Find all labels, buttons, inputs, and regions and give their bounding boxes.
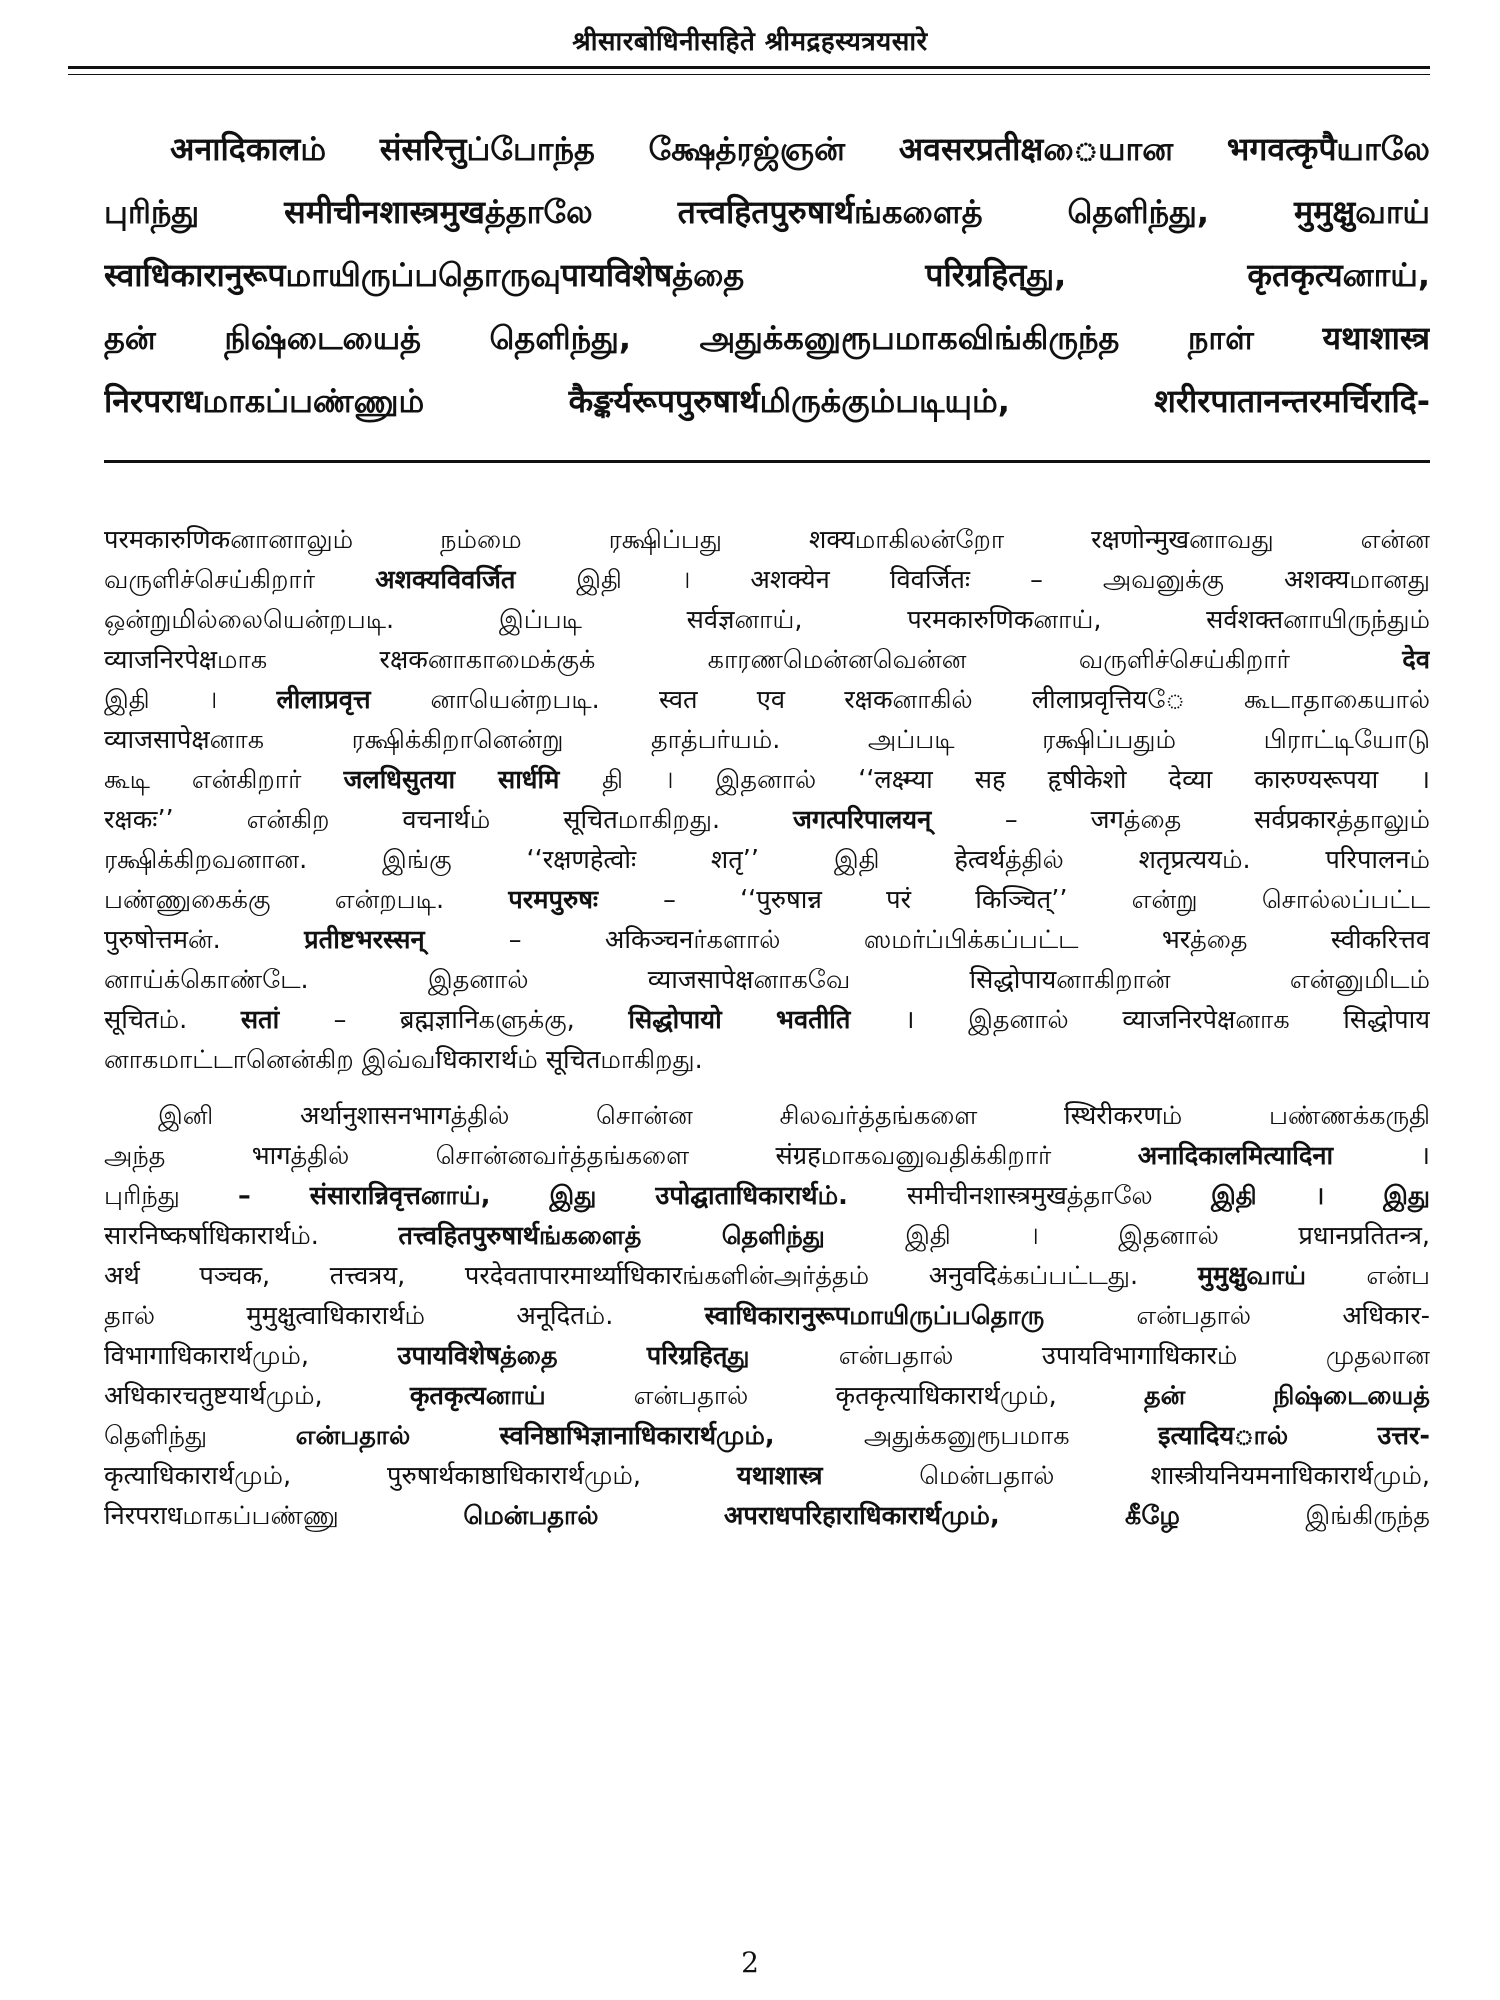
commentary-line: निरपराधமாகப்பண்ணு மென்பதால் अपराधपरिहाराधिकारार्थமும், கீழே இங்கிருந்த <box>104 1501 1430 1531</box>
lemma-text: प्रतीष्टभरस्सन् <box>304 925 509 955</box>
mula-line: निरपराधமாகப்பண்ணும் कैङ्कर्यरूपपुरुषार्थமிருக்கும்படியும், शरीरपातानन्तरमर्चिरादि- <box>104 382 1430 420</box>
commentary-line: परमकारुणिकனானாலும் நம்மை ரக்ஷிப்பது शक्यமாகிலன்றோ रक्षणोन्मुखனாவது என்ன <box>104 525 1430 555</box>
commentary-line: व्याजसापेक्षனாக ரக்ஷிக்கிறானென்று தாத்பர்யம். அப்படி ரக்ஷிப்பதும் பிராட்டியோடு <box>104 725 1430 755</box>
commentary-line: ரக்ஷிக்கிறவனான. இங்கு ‘‘रक्षणहेत्वोः शतृ’’ இதி हेत्वर्थத்தில் शतृप्रत्ययம். परिपालनம் <box>104 845 1430 875</box>
lemma-text: तत्त्वहितपुरुषार्थங்களைத் தெளிந்து <box>398 1221 906 1251</box>
lemma-text: என்பதால் स्वनिष्ठाभिज्ञानाधिकारार्थமும், <box>295 1421 864 1451</box>
lemma-text: स्वाधिकारानुरूपமாயிருப்பதொரு <box>704 1301 1137 1331</box>
lemma-text: जलधिसुतया सार्धमि <box>343 765 603 795</box>
commentary-line: கூடி என்கிறார் जलधिसुतया सार्धमि தி । இதனால் ‘‘लक्ष्म्या सह हृषीकेशो देव्या कारुण्यरूपया । <box>104 765 1430 795</box>
lemma-text: देव <box>1402 645 1430 675</box>
commentary-line: தெளிந்து என்பதால் स्वनिष्ठाभिज्ञानाधिकारार्थமும், அதுக்கனுரூபமாக इत्यादियால் उत्तर- <box>104 1421 1430 1451</box>
commentary-line: பண்ணுகைக்கு என்றபடி. परमपुरुषः – ‘‘पुरुषान्न परं किञ्चित्’’ என்று சொல்லப்பட்ட <box>104 885 1430 915</box>
lemma-text: अशक्यविवर्जित <box>375 565 577 595</box>
lemma-text: सतां <box>240 1005 334 1035</box>
lemma-text: सिद्धोपायो भवतीति <box>628 1005 905 1035</box>
lemma-text: जगत्परिपालयन् <box>793 805 1005 835</box>
commentary-line: னாகமாட்டானென்கிற இவ்வधिकारार्थம் सूचितமாகிறது. <box>104 1045 703 1075</box>
commentary-line: அந்த भागத்தில் சொன்னவர்த்தங்களை संग्रहமாகவனுவதிக்கிறார் अनादिकालमित्यादिना । <box>104 1141 1430 1171</box>
lemma-text: कृतकृत्यனாய் <box>409 1381 634 1411</box>
lemma-text: परमपुरुषः <box>508 885 664 915</box>
commentary-line: இனி अर्थानुशासनभागத்தில் சொன்ன சிலவர்த்தங்களை स्थिरीकरणம் பண்ணக்கருதி <box>158 1101 1430 1131</box>
commentary-line: अधिकारचतुष्टयार्थமும், कृतकृत्यனாய் என்பதால் कृतकृत्याधिकारार्थமும், தன் நிஷ்டையைத் <box>104 1381 1430 1411</box>
lemma-text: अनादिकालमित्यादिना <box>1137 1141 1421 1171</box>
commentary-line: இதி । लीलाप्रवृत्त னாயென்றபடி. स्वत एव रक्षकனாகில் लीलाप्रवृत्तियே கூடாதாகையால் <box>104 685 1430 715</box>
commentary-line: कृत्याधिकारार्थமும், पुरुषार्थकाष्ठाधिकारार्थமும், यथाशास्त्र மென்பதால் शास्त्रीयनियमनाधिकारार्थமும், <box>104 1461 1430 1491</box>
mula-line: தன் நிஷ்டையைத் தெளிந்து, அதுக்கனுரூபமாகவிங்கிருந்த நாள் यथाशास्त्र <box>104 319 1430 357</box>
commentary-line: विभागाधिकारार्थமும், उपायविशेषத்தை परिग्रहित्து என்பதால் उपायविभागाधिकारம் முதலான <box>104 1341 1430 1371</box>
running-head: श्रीसारबोधिनीसहिते श्रीमद्रहस्यत्रयसारे <box>572 27 928 57</box>
commentary-line: தால் मुमुक्षुत्वाधिकारार्थம் अनूदितம். स्वाधिकारानुरूपமாயிருப்பதொரு என்பதால் अधिकार- <box>104 1301 1430 1331</box>
lemma-text: उपायविशेषத்தை परिग्रहित्து <box>397 1341 839 1371</box>
mula-commentary-divider <box>104 460 1430 463</box>
lemma-text: – संसारान्निवृत्तனாய், இது उपोद्घाताधिकारार्थம். <box>238 1181 907 1211</box>
mula-line: अनादिकालம் संसरित्तुப்போந்த க்ஷேத்ரஜ்ஞன் अवसरप्रतीक्षையான भगवत्कृपैயாலே <box>170 130 1430 168</box>
mula-text-block <box>104 118 1430 433</box>
lemma-text: मुमुक्षुவாய் <box>1197 1261 1367 1291</box>
commentary-line: व्याजनिरपेक्षமாக रक्षकனாகாமைக்குக் காரணமென்னவென்ன வருளிச்செய்கிறார் देव <box>104 645 1430 675</box>
lemma-text: மென்பதால் अपराधपरिहाराधिकारार्थமும், கீழே <box>463 1501 1306 1531</box>
lemma-text: இதி । இது <box>1210 1181 1430 1211</box>
commentary-line: पुरुषोत्तमன். प्रतीष्टभरस्सन् – अकिञ्चनர்களால் ஸமர்ப்பிக்கப்பட்ட भरத்தை स्वीकरित्तव <box>104 925 1430 955</box>
lemma-text: लीलाप्रवृत्त <box>276 685 431 715</box>
commentary-line: புரிந்து – संसारान्निवृत्तனாய், இது उपोद्घाताधिकारार्थம். समीचीनशास्त्रमुखத்தாலே இதி । இது <box>104 1181 1430 1211</box>
mula-line: புரிந்து समीचीनशास्त्रमुखத்தாலே तत्त्वहितपुरुषार्थங்களைத் தெளிந்து, मुमुक्षुவாய் <box>104 193 1430 231</box>
commentary-line: னாய்க்கொண்டே. இதனால் व्याजसापेक्षனாகவே सिद्धोपायனாகிறான் என்னுமிடம் <box>104 965 1430 995</box>
commentary-block <box>104 520 1430 1552</box>
commentary-line: வருளிச்செய்கிறார் अशक्यविवर्जित இதி । अशक्येन विवर्जितः – அவனுக்கு अशक्यமானது <box>104 565 1430 595</box>
commentary-line: रक्षकः’’ என்கிற वचनार्थம் सूचितமாகிறது. जगत्परिपालयन् – जगத்தை सर्वप्रकारத்தாலும் <box>104 805 1430 835</box>
commentary-line: ஒன்றுமில்லையென்றபடி. இப்படி सर्वज्ञனாய், परमकारुणिकனாய், सर्वशक्तனாயிருந்தும் <box>104 605 1430 635</box>
page-number: 2 <box>741 1946 759 1979</box>
commentary-line: सूचितம். सतां – ब्रह्मज्ञानिகளுக்கு, सिद्धोपायो भवतीति । இதனால் व्याजनिरपेक्षனாக सिद्धोपाय <box>104 1005 1430 1035</box>
commentary-line: सारनिष्कर्षाधिकारार्थம். तत्त्वहितपुरुषार्थங்களைத் தெளிந்து இதி । இதனால் प्रधानप्रतितन्त्र, <box>104 1221 1430 1251</box>
mula-line: स्वाधिकारानुरूपமாயிருப்பதொருவுपायविशेषத்தை परिग्रहित्து, कृतकृत्यனாய், <box>104 256 1430 294</box>
lemma-text: தன் நிஷ்டையைத் <box>1143 1381 1430 1411</box>
lemma-text: यथाशास्त्र <box>736 1461 920 1491</box>
lemma-text: इत्यादियால் उत्तर- <box>1157 1421 1430 1451</box>
commentary-paragraph-2 <box>104 1096 1430 1536</box>
commentary-paragraph-1 <box>104 520 1430 1080</box>
header-rule <box>68 66 1430 75</box>
commentary-line: अर्थ पञ्चक, तत्त्वत्रय, परदेवतापारमार्थ्याधिकारங்களின்அர்த்தம் अनुवदिக்கப்பட்டது. मुमुक्षुவாய் என்ப <box>104 1261 1430 1291</box>
